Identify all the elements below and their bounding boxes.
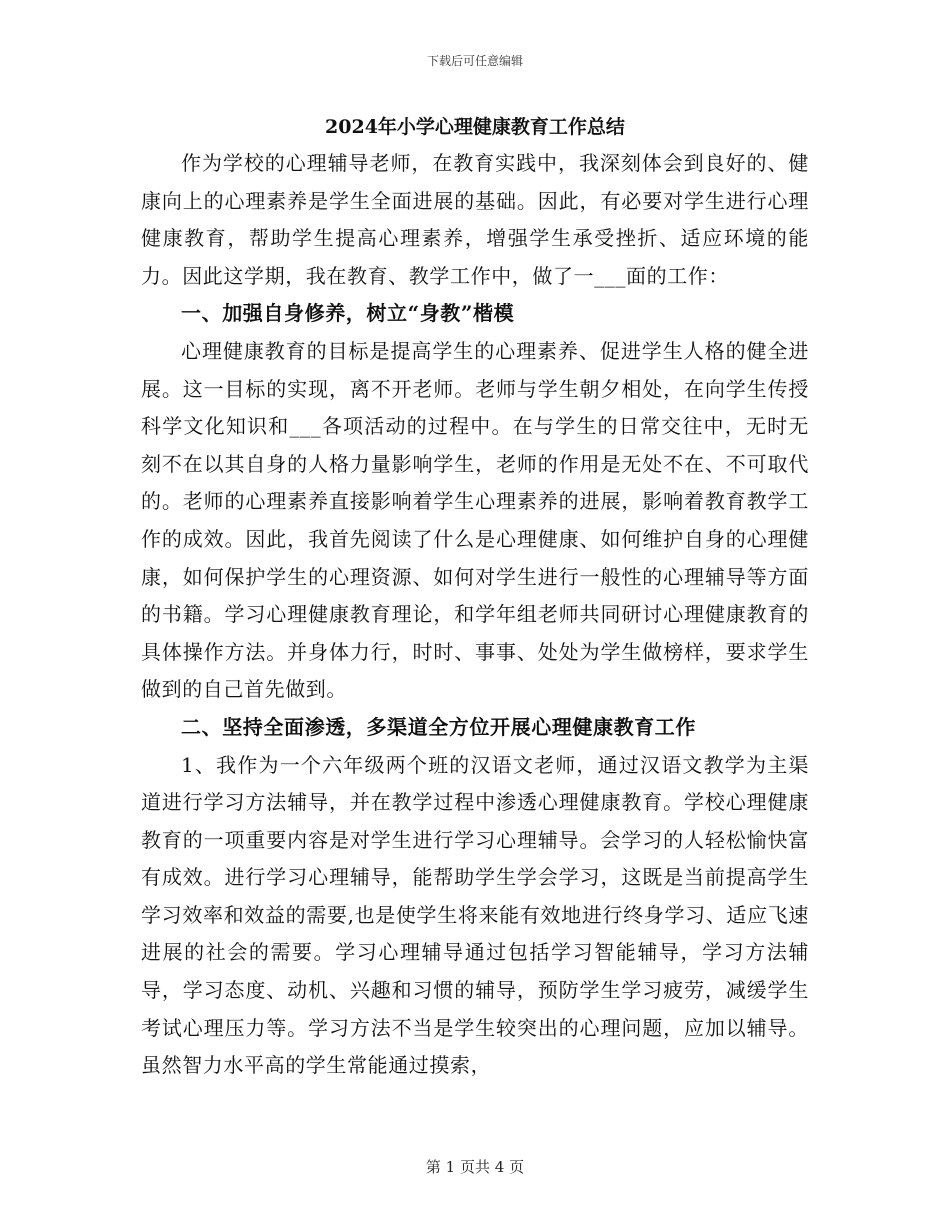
section-1-heading: 一、加强自身修养，树立“身教”楷模 [181, 301, 515, 326]
section-2-paragraph: 1、我作为一个六年级两个班的汉语文老师，通过汉语文教学为主渠道进行学习方法辅导，并在教学过程中渗透心理健康教育。学校心理健康教育的一项重要内容是对学生进行学习心理辅导。会学习的人轻松愉快富有成效。进行学习心理辅导，能帮助学生学会学习，这既是当前提高学生学习效率和效益的需要,也是使学生将来能有效地进行终身学习、适应飞速进展的社会的需要。学习心理辅导通过包括学习智能辅导，学习方法辅导，学习态度、动机、兴趣和习惯的辅导，预防学生学习疲劳，减缓学生考试心理压力等。学习方法不当是学生较突出的心理问题，应加以辅导。虽然智力水平高的学生常能通过摸索， [141, 752, 809, 1078]
section-2-heading: 二、坚持全面渗透，多渠道全方位开展心理健康教育工作 [181, 714, 696, 739]
intro-paragraph: 作为学校的心理辅导老师，在教育实践中，我深刻体会到良好的、健康向上的心理素养是学生全面进展的基础。因此，有必要对学生进行心理健康教育，帮助学生提高心理素养，增强学生承受挫折、适应环境的能力。因此这学期，我在教育、教学工作中，做了一___面的工作： [141, 151, 809, 288]
page-footer: 第 1 页共 4 页 [425, 1158, 525, 1176]
document-title: 2024年小学心理健康教育工作总结 [325, 116, 625, 138]
document-body [141, 145, 809, 1085]
section-1-paragraph: 心理健康教育的目标是提高学生的心理素养、促进学生人格的健全进展。这一目标的实现，离不开老师。老师与学生朝夕相处，在向学生传授科学文化知识和___各项活动的过程中。在与学生的日常交往中，无时无刻不在以其自身的人格力量影响学生，老师的作用是无处不在、不可取代的。老师的心理素养直接影响着学生心理素养的进展，影响着教育教学工作的成效。因此，我首先阅读了什么是心理健康、如何维护自身的心理健康，如何保护学生的心理资源、如何对学生进行一般性的心理辅导等方面的书籍。学习心理健康教育理论，和学年组老师共同研讨心理健康教育的具体操作方法。并身体力行，时时、事事、处处为学生做榜样，要求学生做到的自己首先做到。 [141, 338, 809, 702]
page-header: 下载后可任意编辑 [426, 54, 523, 68]
